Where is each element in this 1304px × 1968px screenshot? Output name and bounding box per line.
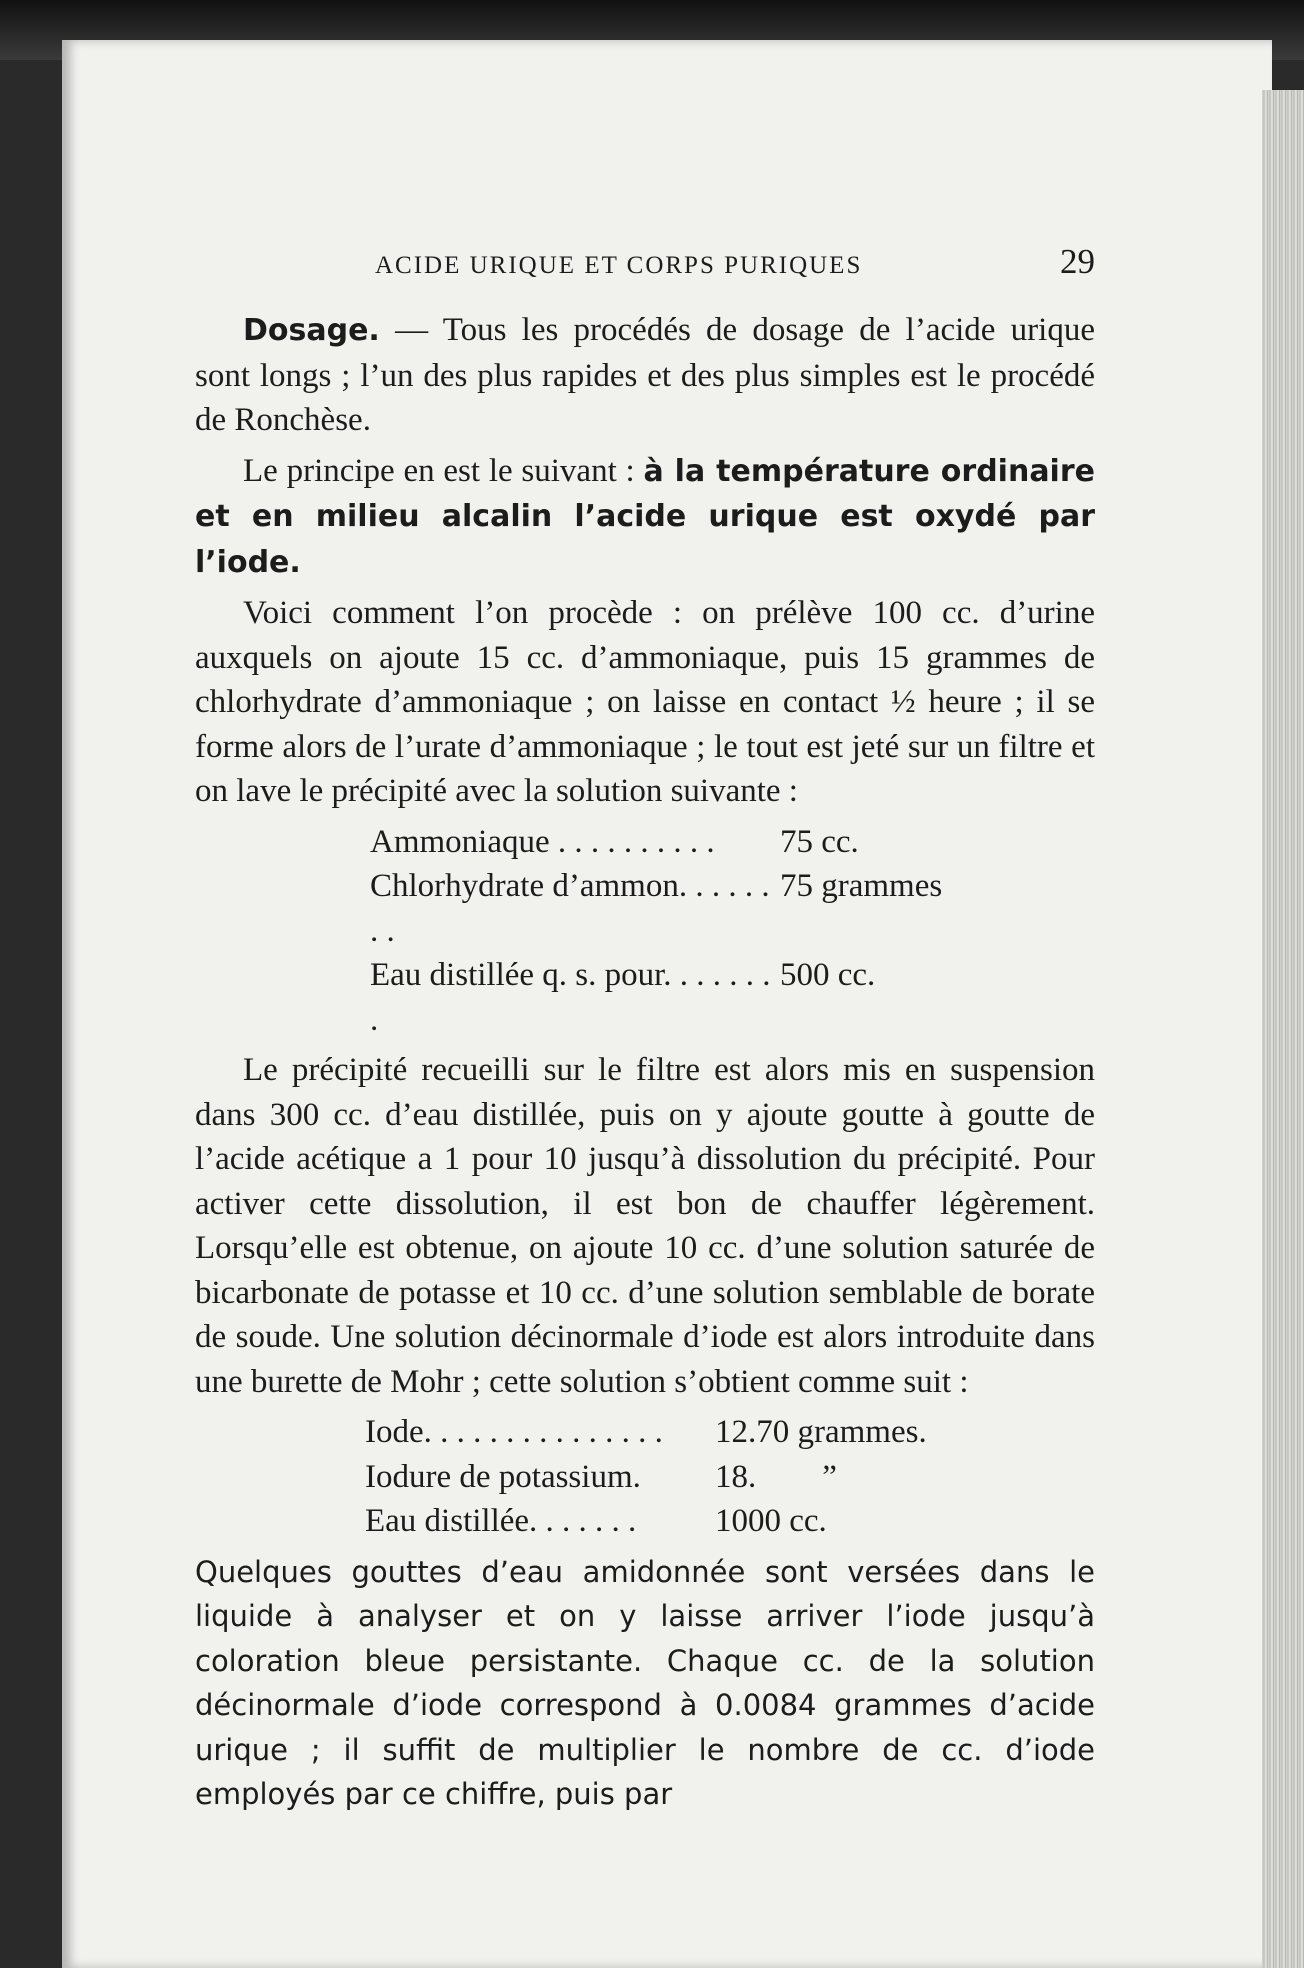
- recipe-quantity: 75 cc.: [780, 823, 859, 860]
- running-header: [375, 242, 1095, 282]
- dosage-text: — Tous les procédés de dosage de l’acide urique sont longs ; l’un des plus rapides et des plus simples est le procédé de Ronchèse.: [195, 312, 1095, 438]
- running-title: ACIDE URIQUE ET CORPS PURIQUES: [375, 252, 863, 279]
- paragraph-principe: [195, 449, 1095, 586]
- paragraph-precipite: Le précipité recueilli sur le filtre est alors mis en suspension dans 300 cc. d’eau distillée, puis on y ajoute goutte à goutte de l’acide acétique a 1 pour 10 jusqu’à dissolution du précipité. Pour activer cette dissolution, il est bon de chauffer légèrement. Lorsqu’elle est obtenue, on ajoute 10 cc. d’une solution saturée de bicarbonate de potasse et 10 cc. d’une solution semblable de borate de soude. Une solution décinormale d’iode est alors introduite dans une burette de Mohr ; cette solution s’obtient comme suit :: [195, 1052, 1095, 1400]
- recipe-solution-1: [370, 820, 1095, 1043]
- paragraph-dosage: [195, 308, 1095, 443]
- recipe-ingredient: Iode. . . . . . . . . . . . . . .: [365, 1414, 663, 1450]
- recipe-quantity: 12.70 grammes.: [715, 1414, 927, 1450]
- recipe-solution-2: [365, 1410, 1095, 1544]
- recipe-ingredient: Chlorhydrate d’ammon. . . . . . . .: [370, 868, 770, 949]
- recipe-ingredient: Ammoniaque . . . . . . . . . .: [370, 823, 715, 860]
- paragraph-quelques: Quelques gouttes d’eau amidonnée sont versées dans le liquide à analyser et on y laisse arriver l’iode jusqu’à coloration bleue persistante. Chaque cc. de la solution décinormale d’iode correspond à 0.0084 grammes d’acide urique ; il suffit de multiplier le nombre de cc. d’iode employés par ce chiffre, puis par: [195, 1554, 1095, 1811]
- recipe-ingredient: Eau distillée q. s. pour. . . . . . . .: [370, 957, 771, 1038]
- recipe-row: [365, 1499, 1095, 1544]
- recipe-row: [365, 1410, 1095, 1455]
- recipe-quantity: 500 cc.: [780, 957, 876, 993]
- recipe-row: [370, 820, 1095, 865]
- page-text: [195, 242, 1095, 1817]
- recipe-quantity: 18. ”: [715, 1458, 837, 1495]
- recipe-ingredient: Iodure de potassium.: [365, 1458, 641, 1495]
- page-edges: [1262, 90, 1304, 1968]
- page-number: 29: [1060, 242, 1095, 281]
- recipe-quantity: 75 grammes: [780, 868, 943, 904]
- recipe-row: [365, 1455, 1095, 1500]
- recipe-row: [370, 864, 1095, 953]
- recipe-ingredient: Eau distillée. . . . . . .: [365, 1503, 637, 1539]
- recipe-row: [370, 953, 1095, 1042]
- recipe-quantity: 1000 cc.: [715, 1503, 827, 1539]
- dosage-heading: Dosage.: [243, 313, 380, 348]
- principe-bold: à la température ordinaire et en milieu alcalin l’acide urique est oxydé par l’iode.: [195, 453, 1095, 580]
- principe-text: Le principe en est le suivant :: [243, 452, 644, 489]
- paragraph-voici: Voici comment l’on procède : on prélève 100 cc. d’urine auxquels on ajoute 15 cc. d’ammoniaque, puis 15 grammes de chlorhydrate d’ammoniaque ; on laisse en contact ½ heure ; il se forme alors de l’urate d’ammoniaque ; le tout est jeté sur un filtre et on lave le précipité avec la solution suivante :: [195, 595, 1095, 809]
